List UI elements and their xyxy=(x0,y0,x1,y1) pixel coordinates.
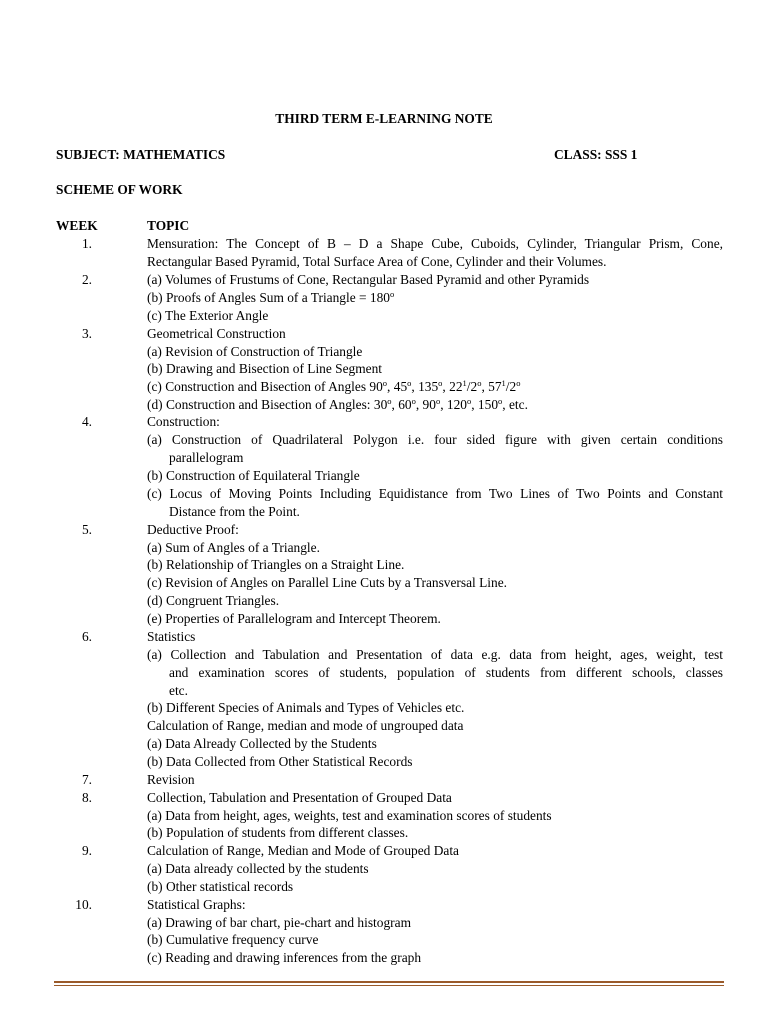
topic-line: (b) Population of students from different classes. xyxy=(147,825,409,840)
topic-line: (a) Data Already Collected by the Students xyxy=(147,736,377,751)
topic-line: etc. xyxy=(169,683,188,698)
topic-line: (a) Sum of Angles of a Triangle. xyxy=(147,540,320,555)
footer-rule xyxy=(54,981,724,986)
topic-line: (c) The Exterior Angle xyxy=(147,308,269,323)
subject-label: SUBJECT: MATHEMATICS xyxy=(56,147,226,162)
topic-line: (a) Data already collected by the students xyxy=(147,861,369,876)
topic-line: (a) Volumes of Frustums of Cone, Rectangular Based Pyramid and other Pyramids xyxy=(147,272,590,287)
week-number: 8. xyxy=(81,790,92,805)
topic-line: Mensuration: The Concept of B – D a Shape Cube, Cuboids, Cylinder, Triangular Prism, Cone, xyxy=(147,236,723,251)
topic-line: Statistics xyxy=(147,629,196,644)
topic-line: (b) Other statistical records xyxy=(147,879,294,894)
topic-line: Rectangular Based Pyramid, Total Surface Area of Cone, Cylinder and their Volumes. xyxy=(147,254,607,269)
topic-line: (a) Revision of Construction of Triangle xyxy=(147,344,363,359)
class-label: CLASS: SSS 1 xyxy=(554,147,638,162)
topic-line: Calculation of Range, Median and Mode of Grouped Data xyxy=(147,843,459,858)
week-number: 6. xyxy=(81,629,92,644)
topic-line: (a) Construction of Quadrilateral Polygon i.e. four sided figure with given certain conditions xyxy=(147,432,723,447)
week-number: 4. xyxy=(81,414,92,429)
topic-line: (c) Locus of Moving Points Including Equidistance from Two Lines of Two Points and Constant xyxy=(147,486,723,501)
topic-line: and examination scores of students, population of students from different schools, classes xyxy=(169,665,723,680)
topic-line: (b) Cumulative frequency curve xyxy=(147,932,319,947)
topic-line: (b) Construction of Equilateral Triangle xyxy=(147,468,360,483)
document-title: THIRD TERM E-LEARNING NOTE xyxy=(275,111,493,126)
topic-line: (c) Revision of Angles on Parallel Line Cuts by a Transversal Line. xyxy=(147,575,508,590)
topic-line: (a) Data from height, ages, weights, test and examination scores of students xyxy=(147,808,552,823)
topic-line: (b) Data Collected from Other Statistical Records xyxy=(147,754,413,769)
topic-line: Distance from the Point. xyxy=(169,504,300,519)
topic-line: Geometrical Construction xyxy=(147,326,286,341)
topic-line: (b) Drawing and Bisection of Line Segment xyxy=(147,361,383,376)
topic-line: Construction: xyxy=(147,414,220,429)
week-number: 9. xyxy=(81,843,92,858)
topic-line: (c) Construction and Bisection of Angles 90$^o$, 45$^o$, 135$^o$, $22^1/2^o$, $57^1/2^o$ xyxy=(147,378,521,394)
week-number: 3. xyxy=(81,326,92,341)
topic-line: (c) Reading and drawing inferences from the graph xyxy=(147,950,422,965)
topic-line: (a) Collection and Tabulation and Presentation of data e.g. data from height, ages, weight, test xyxy=(147,647,723,662)
topic-line: (b) Different Species of Animals and Types of Vehicles etc. xyxy=(147,700,465,715)
week-number: 2. xyxy=(81,272,92,287)
topic-line: Revision xyxy=(147,772,195,787)
topic-line: (d) Construction and Bisection of Angles: 30$^o$, 60$^o$, 90$^o$, 120$^o$, 150$^o$, etc. xyxy=(147,396,528,412)
topic-line: Statistical Graphs: xyxy=(147,897,246,912)
week-column-header: WEEK xyxy=(56,218,98,233)
topic-line: (b) Relationship of Triangles on a Straight Line. xyxy=(147,557,405,572)
week-number: 1. xyxy=(81,236,92,251)
topic-line: (b) Proofs of Angles Sum of a Triangle = $180^o$ xyxy=(147,289,395,305)
topic-line: parallelogram xyxy=(169,450,244,465)
topic-line: (e) Properties of Parallelogram and Intercept Theorem. xyxy=(147,611,441,626)
topic-column-header: TOPIC xyxy=(147,218,190,233)
topic-line: (a) Drawing of bar chart, pie-chart and histogram xyxy=(147,915,411,930)
topic-line: Collection, Tabulation and Presentation of Grouped Data xyxy=(147,790,452,805)
week-number: 10. xyxy=(75,897,92,912)
topic-line: Calculation of Range, median and mode of ungrouped data xyxy=(147,718,464,733)
week-number: 7. xyxy=(81,772,92,787)
scheme-heading: SCHEME OF WORK xyxy=(56,182,183,197)
topic-line: Deductive Proof: xyxy=(147,522,239,537)
topic-line: (d) Congruent Triangles. xyxy=(147,593,280,608)
week-number: 5. xyxy=(81,522,92,537)
